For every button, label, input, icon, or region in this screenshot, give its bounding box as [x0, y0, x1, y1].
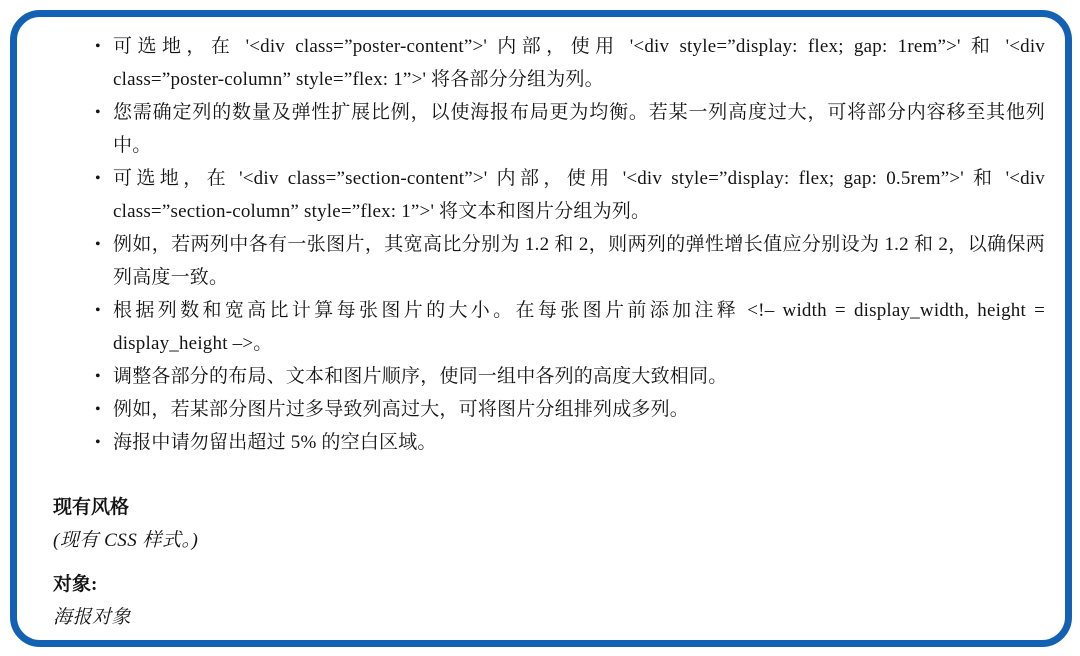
bullet-icon: • — [95, 236, 101, 253]
bullet-icon: • — [95, 38, 101, 55]
bullet-text: 海报中请勿留出超过 5% 的空白区域。 — [113, 432, 437, 453]
bullet-item — [95, 96, 1045, 162]
bullet-icon: • — [95, 434, 101, 451]
bullet-icon: • — [95, 104, 101, 121]
bullet-item — [95, 294, 1045, 360]
bullet-item — [95, 228, 1045, 294]
existing-style-body: (现有 CSS 样式。) — [53, 530, 199, 551]
bullet-text: 例如，若两列中各有一张图片，其宽高比分别为 1.2 和 2，则两列的弹性增长值应分别设为 1.2 和 2，以确保两列高度一致。 — [113, 234, 1045, 288]
bullet-text: 您需确定列的数量及弹性扩展比例，以使海报布局更为均衡。若某一列高度过大，可将部分内容移至其他列中。 — [113, 102, 1045, 156]
bullet-text: 例如，若某部分图片过多导致列高过大，可将图片分组排列成多列。 — [113, 399, 690, 420]
instruction-bullet-list — [53, 30, 1045, 459]
object-body: 海报对象 — [53, 607, 132, 628]
bullet-item — [95, 162, 1045, 228]
bullet-item — [95, 30, 1045, 96]
instruction-box — [10, 10, 1072, 647]
bullet-item — [95, 393, 1045, 426]
bullet-item — [95, 426, 1045, 459]
bullet-text: 调整各部分的布局、文本和图片顺序，使同一组中各列的高度大致相同。 — [113, 366, 728, 387]
bullet-text: 根据列数和宽高比计算每张图片的大小。在每张图片前添加注释 <!– width = display_width, height = display_height –>。 — [113, 300, 1045, 354]
bullet-text: 可选地，在 '<div class=”poster-content”>' 内部，使用 '<div style=”display: flex; gap: 1rem”>' 和 '<div class=”poster-column” style=”flex: 1”>' 将各部分分组为列。 — [113, 36, 1045, 90]
object-heading: 对象: — [53, 574, 98, 595]
existing-style-heading: 现有风格 — [53, 497, 130, 518]
bullet-icon: • — [95, 401, 101, 418]
object-section — [53, 568, 1045, 634]
existing-style-section — [53, 491, 1045, 557]
bullet-icon: • — [95, 302, 101, 319]
bullet-icon: • — [95, 368, 101, 385]
bullet-item — [95, 360, 1045, 393]
bullet-text: 可选地，在 '<div class=”section-content”>' 内部，使用 '<div style=”display: flex; gap: 0.5rem”>' 和 '<div class=”section-column” style=”flex: 1”>' 将文本和图片分组为列。 — [113, 168, 1045, 222]
bullet-icon: • — [95, 170, 101, 187]
